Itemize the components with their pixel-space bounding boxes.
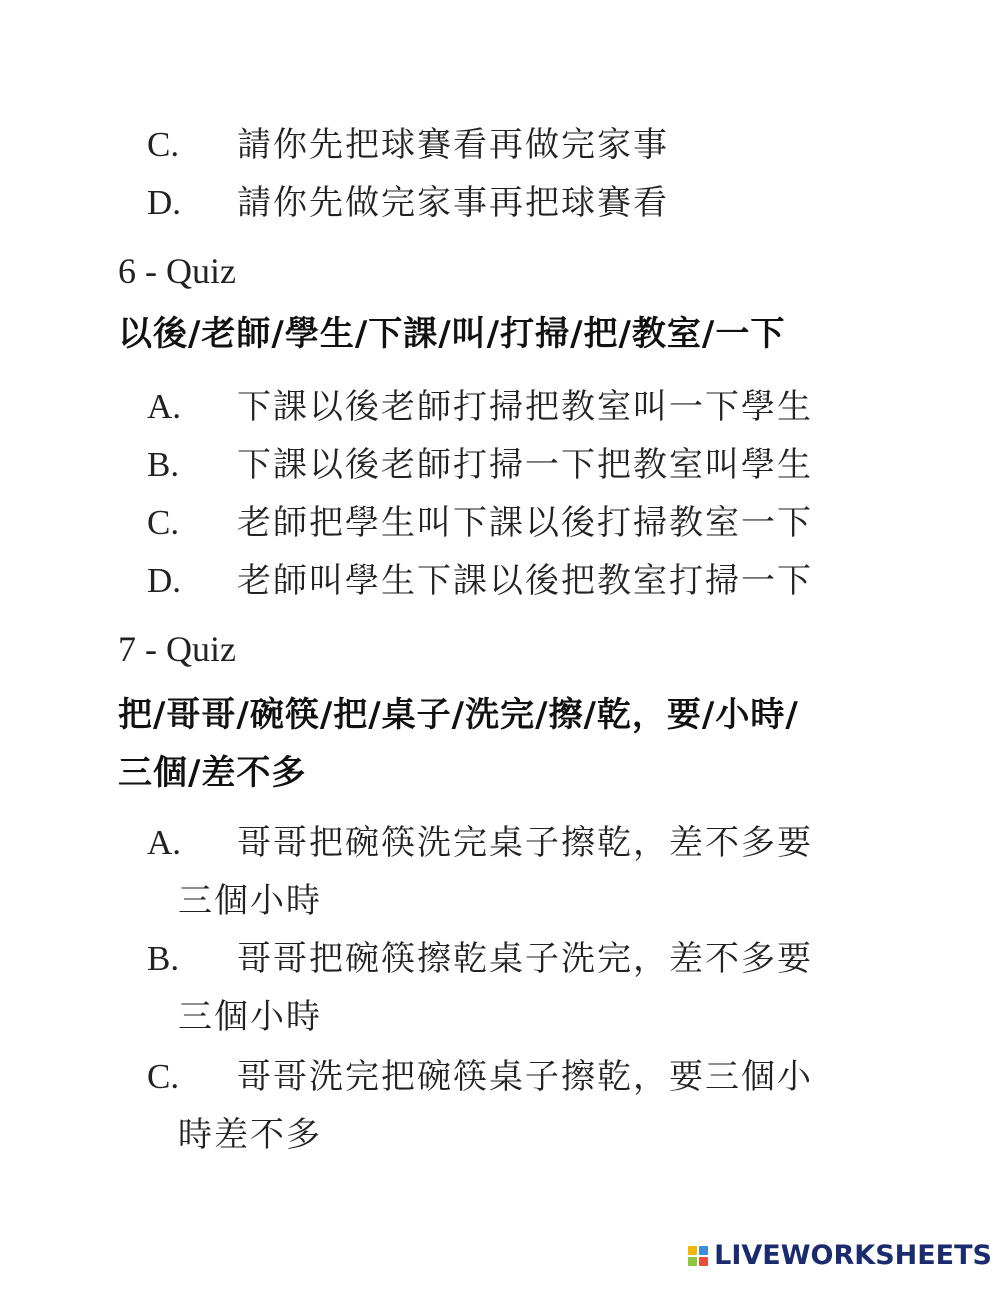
option-text: 老師把學生叫下課以後打掃教室一下 [237,503,813,543]
option-letter: A. [147,387,182,426]
option-letter: A. [147,823,182,862]
liveworksheets-logo [688,1240,992,1271]
option-letter: D. [147,183,182,222]
logo-square-icon [688,1246,697,1255]
option-letter: C. [147,503,180,542]
option-text: 哥哥把碗筷擦乾桌子洗完，差不多要 [237,939,813,979]
q5-option-c[interactable] [147,116,669,174]
q6-option-a[interactable] [147,378,813,436]
option-letter: D. [147,561,182,600]
option-letter: B. [147,445,180,484]
logo-square-icon [699,1257,708,1266]
option-text: 哥哥洗完把碗筷桌子擦乾，要三個小 [237,1057,813,1097]
option-text: 請你先做完家事再把球賽看 [237,183,669,223]
q7-prompt-line1: 把/哥哥/碗筷/把/桌子/洗完/擦/乾，要/小時/ [118,695,799,735]
option-text: 下課以後老師打掃把教室叫一下學生 [237,387,813,427]
option-letter: C. [147,125,180,164]
option-text: 哥哥把碗筷洗完桌子擦乾，差不多要 [237,823,813,863]
q7-option-c-continuation: 時差不多 [178,1115,322,1155]
q7-heading: 7 - Quiz [118,629,236,669]
q6-heading: 6 - Quiz [118,251,236,291]
q6-option-c[interactable] [147,494,813,552]
q6-option-d[interactable] [147,552,813,610]
logo-square-icon [688,1257,697,1266]
q6-option-b[interactable] [147,436,813,494]
option-text: 請你先把球賽看再做完家事 [237,125,669,165]
option-text: 下課以後老師打掃一下把教室叫學生 [237,445,813,485]
q7-option-a[interactable] [147,814,813,872]
logo-grid-icon [688,1246,708,1266]
q7-option-a-continuation: 三個小時 [178,881,322,921]
q7-option-b[interactable] [147,930,813,988]
option-letter: C. [147,1057,180,1096]
option-text: 老師叫學生下課以後把教室打掃一下 [237,561,813,601]
q7-prompt-line2: 三個/差不多 [118,753,307,793]
logo-text: LIVEWORKSHEETS [714,1240,992,1271]
q6-prompt: 以後/老師/學生/下課/叫/打掃/把/教室/一下 [118,314,786,354]
q7-option-c[interactable] [147,1048,813,1106]
q5-option-d[interactable] [147,174,669,232]
q7-option-b-continuation: 三個小時 [178,997,322,1037]
option-letter: B. [147,939,180,978]
logo-square-icon [699,1246,708,1255]
